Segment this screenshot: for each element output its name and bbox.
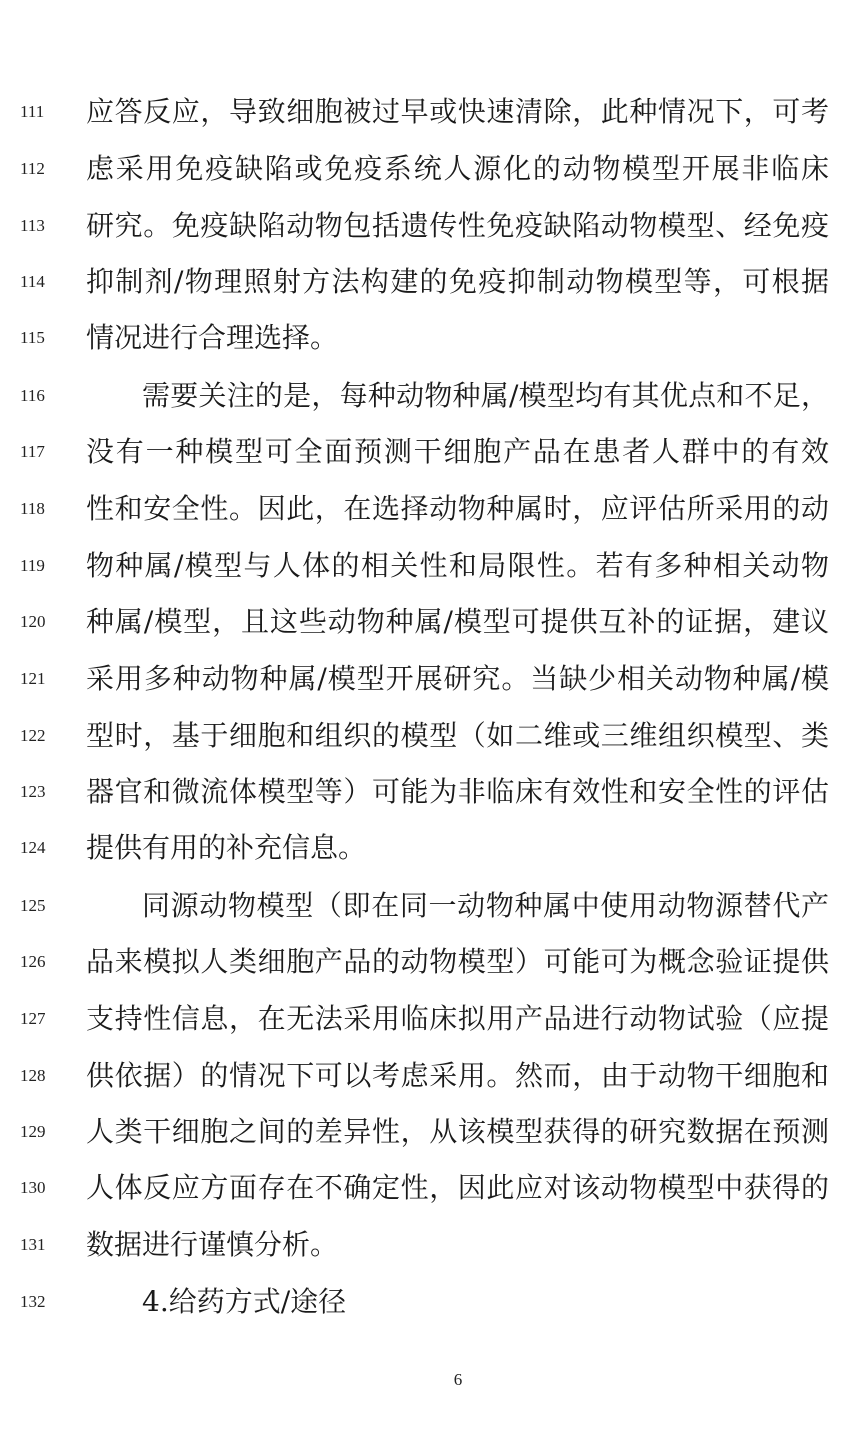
text-line	[0, 1112, 863, 1152]
line-number: 131	[20, 1235, 46, 1254]
line-text: 种属/模型，且这些动物种属/模型可提供互补的证据，建议	[86, 605, 829, 638]
text-line	[0, 206, 863, 246]
text-line	[0, 942, 863, 982]
line-text: 物种属/模型与人体的相关性和局限性。若有多种相关动物	[86, 549, 829, 582]
text-line	[0, 602, 863, 642]
line-number: 128	[20, 1066, 46, 1085]
line-text: 支持性信息，在无法采用临床拟用产品进行动物试验（应提	[86, 1002, 829, 1035]
text-line	[0, 886, 863, 926]
text-line	[0, 1225, 863, 1265]
line-text: 情况进行合理选择。	[86, 321, 339, 354]
line-text: 供依据）的情况下可以考虑采用。然而，由于动物干细胞和	[86, 1059, 829, 1092]
text-line	[0, 1168, 863, 1208]
text-line	[0, 376, 863, 416]
line-text: 人体反应方面存在不确定性，因此应对该动物模型中获得的	[86, 1171, 829, 1204]
line-number: 122	[20, 726, 46, 745]
text-line	[0, 1056, 863, 1096]
text-line	[0, 659, 863, 699]
text-line	[0, 92, 863, 132]
line-text: 采用多种动物种属/模型开展研究。当缺少相关动物种属/模	[86, 662, 829, 695]
line-text: 4.给药方式/途径	[142, 1285, 347, 1318]
line-text: 需要关注的是，每种动物种属/模型均有其优点和不足，	[142, 379, 829, 412]
line-number: 115	[20, 328, 45, 347]
text-line	[0, 999, 863, 1039]
line-number: 123	[20, 782, 46, 801]
page-number: 6	[453, 1370, 463, 1389]
line-text: 提供有用的补充信息。	[86, 831, 367, 864]
line-number: 121	[20, 669, 46, 688]
line-text: 研究。免疫缺陷动物包括遗传性免疫缺陷动物模型、经免疫	[86, 209, 829, 242]
line-text: 没有一种模型可全面预测干细胞产品在患者人群中的有效	[86, 435, 829, 468]
line-number: 124	[20, 838, 46, 857]
line-text: 器官和微流体模型等）可能为非临床有效性和安全性的评估	[86, 775, 829, 808]
text-line	[0, 772, 863, 812]
line-text: 数据进行谨慎分析。	[86, 1228, 339, 1261]
line-number: 113	[20, 216, 45, 235]
line-number: 112	[20, 159, 45, 178]
line-number: 125	[20, 896, 46, 915]
line-text: 应答反应，导致细胞被过早或快速清除，此种情况下，可考	[86, 95, 829, 128]
line-number: 111	[20, 102, 45, 121]
text-line	[0, 149, 863, 189]
line-number: 127	[20, 1009, 46, 1028]
text-line	[0, 432, 863, 472]
line-number: 120	[20, 612, 46, 631]
text-line	[0, 262, 863, 302]
line-number: 132	[20, 1292, 46, 1311]
line-number: 117	[20, 442, 45, 461]
text-line	[0, 318, 863, 358]
line-text: 虑采用免疫缺陷或免疫系统人源化的动物模型开展非临床	[86, 152, 829, 185]
line-text: 品来模拟人类细胞产品的动物模型）可能可为概念验证提供	[86, 945, 829, 978]
line-number: 129	[20, 1122, 46, 1141]
line-text: 性和安全性。因此，在选择动物种属时，应评估所采用的动	[86, 492, 829, 525]
text-line	[0, 828, 863, 868]
line-number: 126	[20, 952, 46, 971]
line-text: 同源动物模型（即在同一动物种属中使用动物源替代产	[142, 889, 829, 922]
line-number: 114	[20, 272, 45, 291]
line-number: 116	[20, 386, 45, 405]
section-heading	[0, 1282, 863, 1322]
text-line	[0, 716, 863, 756]
line-number: 119	[20, 556, 45, 575]
line-text: 抑制剂/物理照射方法构建的免疫抑制动物模型等，可根据	[86, 265, 829, 298]
line-text: 人类干细胞之间的差异性，从该模型获得的研究数据在预测	[86, 1115, 829, 1148]
text-line	[0, 546, 863, 586]
line-number: 118	[20, 499, 45, 518]
line-number: 130	[20, 1178, 46, 1197]
text-line	[0, 489, 863, 529]
line-text: 型时，基于细胞和组织的模型（如二维或三维组织模型、类	[86, 719, 829, 752]
